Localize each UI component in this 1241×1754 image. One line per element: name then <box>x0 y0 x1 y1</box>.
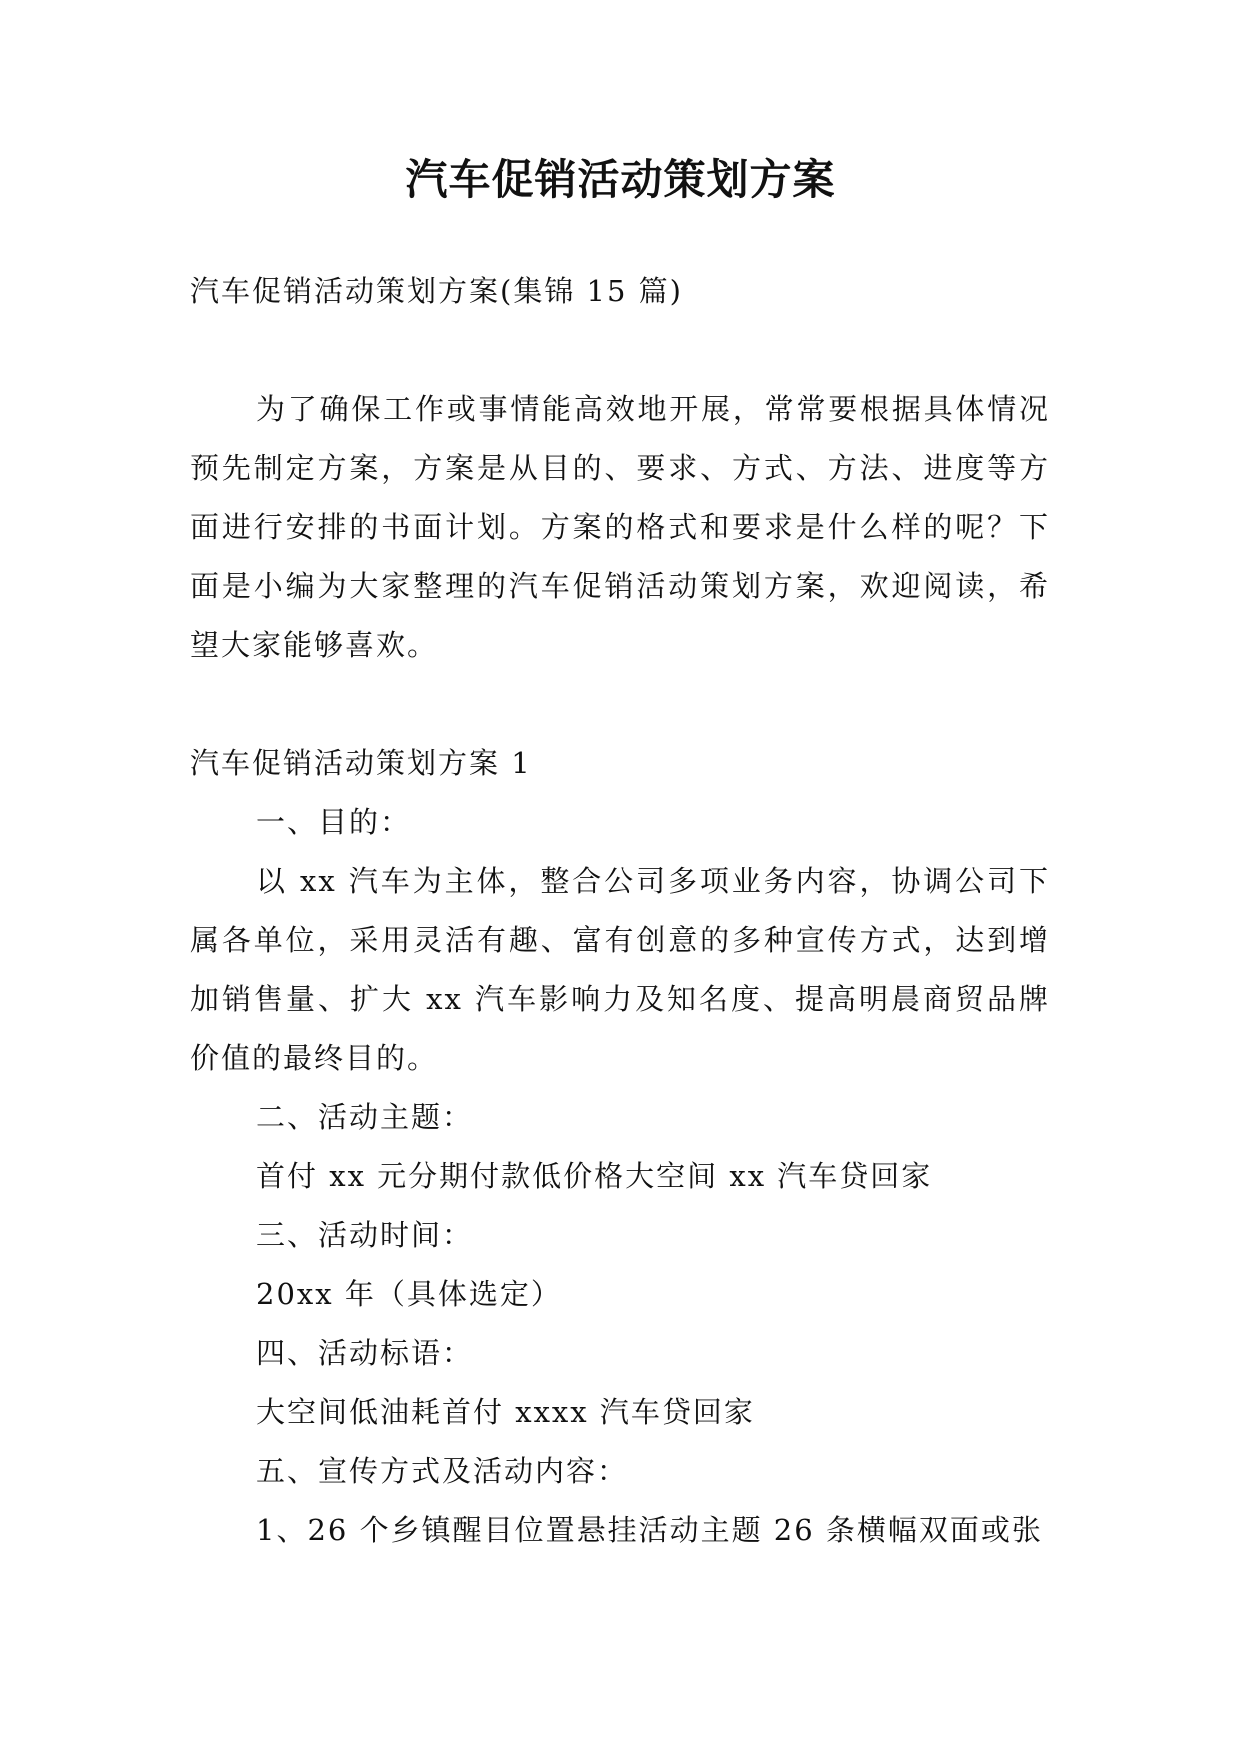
time-heading: 三、活动时间： <box>256 1218 474 1252</box>
theme-heading: 二、活动主题： <box>256 1100 474 1134</box>
purpose-paragraph: 以 xx 汽车为主体，整合公司多项业务内容，协调公司下属各单位，采用灵活有趣、富有创意的多种宣传方式，达到增加销售量、扩大 xx 汽车影响力及知名度、提高明晨商贸品牌价值的最终目的。 <box>190 864 1050 1075</box>
slogan-text: 大空间低油耗首付 xxxx 汽车贷回家 <box>256 1395 755 1429</box>
blank-line <box>190 321 1050 380</box>
document-body <box>190 262 1050 1560</box>
purpose-heading: 一、目的： <box>256 805 412 839</box>
theme-text: 首付 xx 元分期付款低价格大空间 xx 汽车贷回家 <box>256 1159 933 1193</box>
blank-line <box>190 675 1050 734</box>
section-heading: 汽车促销活动策划方案 1 <box>190 746 532 780</box>
promo-item-1: 1、26 个乡镇醒目位置悬挂活动主题 26 条横幅双面或张 <box>256 1513 1043 1547</box>
time-text: 20xx 年（具体选定） <box>256 1277 562 1311</box>
slogan-heading: 四、活动标语： <box>256 1336 474 1370</box>
intro-paragraph: 为了确保工作或事情能高效地开展，常常要根据具体情况预先制定方案，方案是从目的、要求、方式、方法、进度等方面进行安排的书面计划。方案的格式和要求是什么样的呢？下面是小编为大家整理的汽车促销活动策划方案，欢迎阅读，希望大家能够喜欢。 <box>190 392 1050 662</box>
document-title: 汽车促销活动策划方案 <box>405 155 836 204</box>
document-subtitle: 汽车促销活动策划方案(集锦 15 篇) <box>190 274 683 308</box>
promo-heading: 五、宣传方式及活动内容： <box>256 1454 629 1488</box>
